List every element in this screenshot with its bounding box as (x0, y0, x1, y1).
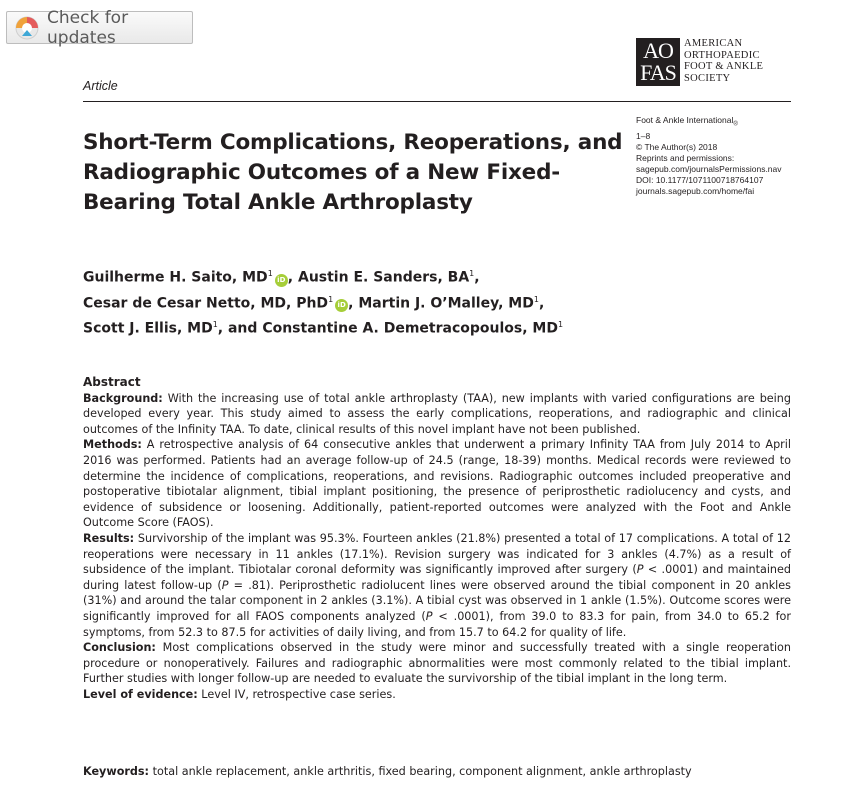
journal-info: Foot & Ankle International$_®$ 1–8 © The Author(s) 2018 Reprints and permissions: sagepub.com/journalsPermissions.nav DOI: 10.1177/1071100718764107 journals.sagepub.com/home/fai (636, 115, 796, 197)
header-rule (83, 101, 791, 102)
author-name: Scott J. Ellis, MD (83, 320, 213, 337)
journal-home-link[interactable]: journals.sagepub.com/home/fai (636, 185, 755, 196)
journal-pages: 1–8 (636, 130, 651, 141)
author-name: Austin E. Sanders, BA (297, 269, 470, 286)
aofas-logo-mark: AO FAS (636, 38, 680, 86)
journal-doi[interactable]: DOI: 10.1177/1071100718764107 (636, 174, 764, 185)
aofas-logo (636, 38, 786, 88)
journal-reprints: Reprints and permissions: (636, 152, 735, 163)
journal-copyright: © The Author(s) 2018 (636, 141, 718, 152)
author-list: Guilherme H. Saito, $MD^1iD$ , Austin E. Sanders, $BA^1$, Cesar de Cesar Netto, MD, PhD$^1$iD , Martin J. O’Malley, $MD^1$, Scott J. Ellis, $MD^1$, and Constantine A. Demetracopoulos, $MD^1$ (83, 269, 564, 337)
check-for-updates-button[interactable] (6, 7, 193, 48)
aofas-logo-text: AMERICAN ORTHOPAEDIC FOOT & ANKLE SOCIETY (684, 38, 764, 84)
orcid-icon[interactable]: iD (335, 299, 348, 312)
article-type: Article (83, 79, 118, 93)
check-for-updates-label: Check for updates (47, 7, 129, 48)
abstract-conclusion: Conclusion: Most complications observed in the study were minor and successfully treated with a single reoperation procedure or nonoperatively. Failures and radiographic abnormalities were most commonly related to the tibial implant. Further studies with longer follow-up are needed to evaluate the survivorship of the tibial implant in the long term. (83, 641, 791, 686)
orcid-icon[interactable]: iD (275, 274, 288, 287)
abstract-background: Background: With the increasing use of total ankle arthroplasty (TAA), new implants with varied configurations are being developed every year. This study aimed to assess the early complications, reoperations, and radiographic and clinical outcomes of the Infinity TAA. To date, clinical results of this novel implant have not been published. (83, 391, 791, 436)
journal-name: Foot & Ankle International (636, 115, 734, 125)
crossmark-icon (15, 16, 39, 40)
author-name: Cesar de Cesar Netto, MD, PhD (83, 295, 329, 312)
abstract-heading: Abstract (83, 375, 141, 389)
abstract-level-of-evidence: Level of evidence: Level IV, retrospective case series. (83, 687, 396, 701)
paper-title: Short-Term Complications, Reoperations, and Radiographic Outcomes of a New Fixed-Bearing Total Ankle Arthroplasty (83, 130, 623, 215)
author-name: Guilherme H. Saito, MD (83, 269, 268, 286)
keywords: Keywords: total ankle replacement, ankle arthritis, fixed bearing, component alignment, ankle arthroplasty (83, 765, 692, 778)
abstract (83, 375, 791, 702)
author-name: Constantine A. Demetracopoulos, MD (262, 320, 558, 337)
journal-reprints-link[interactable]: sagepub.com/journalsPermissions.nav (636, 163, 782, 174)
author-name: Martin J. O’Malley, MD (358, 295, 534, 312)
abstract-methods: Methods: A retrospective analysis of 64 consecutive ankles that underwent a primary Infinity TAA from July 2014 to April 2016 was performed. Patients had an average follow-up of 24.5 (range, 18-39) months. Medical records were reviewed to determine the incidence of complications, reoperations, and revisions. Radiographic outcomes included preoperative and postoperative tibiotalar alignment, tibial implant positioning, the presence of periprosthetic radiolucency and cysts, and evidence of subsidence or loosening. Additionally, patient-reported outcomes were analyzed with the Foot and Ankle Outcome Score (FAOS). (83, 438, 791, 530)
abstract-results: Results: Survivorship of the implant was 95.3%. Fourteen ankles (21.8%) presented a total of 17 complications. A total of 12 reoperations were necessary in 11 ankles (17.1%). Revision surgery was indicated for 3 ankles (4.7%) as a result of subsidence of the implant. Tibiotalar coronal deformity was significantly improved after surgery (P < .0001) and maintained during latest follow-up (P = .81). Periprosthetic radiolucent lines were observed around the tibial component in 20 ankles (31%) and around the talar component in 2 ankles (3.1%). A tibial cyst was observed in 1 ankle (1.5%). Outcome scores were significantly improved for all FAOS components analyzed (P < .0001), from 39.0 to 83.3 for pain, from 34.0 to 65.2 for symptoms, from 52.3 to 87.5 for activities of daily living, and from 15.7 to 64.2 for quality of life. (83, 531, 792, 639)
